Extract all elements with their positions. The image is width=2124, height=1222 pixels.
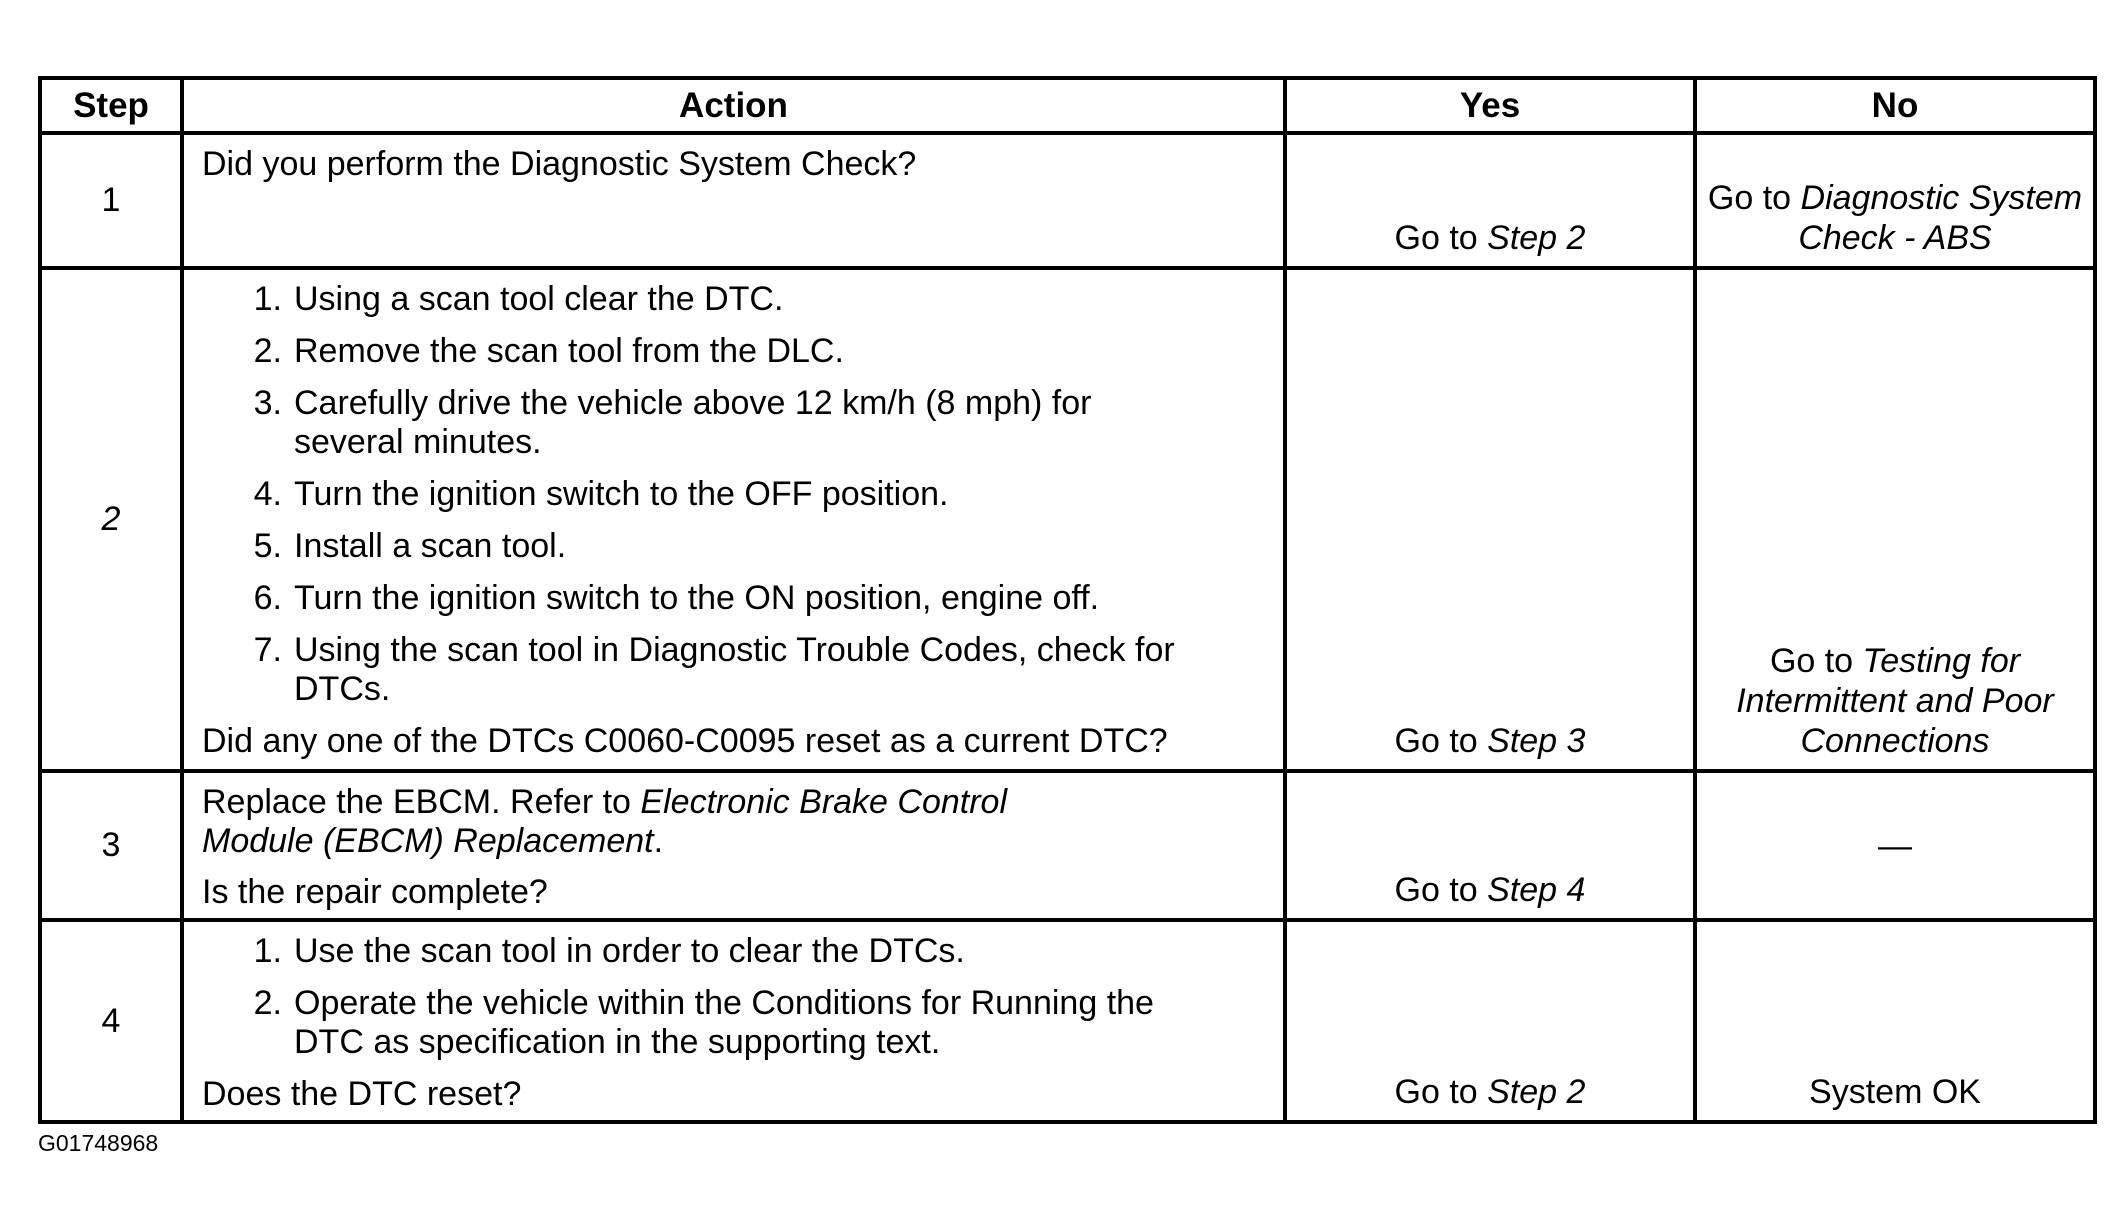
yes-cell [1285, 920, 1695, 1122]
list-item: 3. Carefully drive the vehicle above 12 km/h (8 mph) for several minutes. [253, 384, 1092, 461]
header-no: No [1695, 78, 2095, 133]
no-reference-link[interactable]: Testing for Intermittent and Poor Connections [1736, 642, 2054, 760]
list-item: 2. Operate the vehicle within the Conditions for Running the DTC as specification in the supporting text. [253, 984, 1154, 1061]
no-prefix: Go to [1769, 642, 1863, 680]
yes-step-link[interactable]: Step 2 [1487, 1073, 1586, 1111]
action-question: Did you perform the Diagnostic System Check? [202, 145, 917, 183]
table-row [40, 920, 2095, 1122]
list-item: 1. Use the scan tool in order to clear the DTCs. [253, 932, 965, 970]
yes-step-link[interactable]: Step 2 [1487, 219, 1586, 257]
yes-cell [1285, 268, 1695, 771]
action-steps-list [202, 932, 1273, 1062]
header-row [40, 78, 2095, 133]
yes-prefix: Go to [1394, 871, 1488, 909]
action-cell [182, 268, 1285, 771]
yes-step-link[interactable]: Step 3 [1487, 722, 1586, 760]
header-step: Step [40, 78, 182, 133]
table-row [40, 133, 2095, 268]
list-item: 5. Install a scan tool. [253, 527, 567, 565]
list-item: 6. Turn the ignition switch to the ON position, engine off. [253, 579, 1100, 617]
no-cell: — [1695, 771, 2095, 920]
yes-step-link[interactable]: Step 4 [1487, 871, 1586, 909]
list-item: 4. Turn the ignition switch to the OFF position. [253, 475, 949, 513]
list-item: 1. Using a scan tool clear the DTC. [253, 280, 784, 318]
header-action: Action [182, 78, 1285, 133]
diagnostic-table [38, 76, 2097, 1124]
step-number: 4 [40, 920, 182, 1122]
table-row [40, 268, 2095, 771]
no-prefix: Go to [1707, 179, 1801, 217]
yes-prefix: Go to [1394, 722, 1488, 760]
action-cell [182, 920, 1285, 1122]
step-number: 3 [40, 771, 182, 920]
yes-cell [1285, 771, 1695, 920]
header-yes: Yes [1285, 78, 1695, 133]
table-row [40, 771, 2095, 920]
no-cell [1695, 268, 2095, 771]
step-number: 2 [40, 268, 182, 771]
yes-prefix: Go to [1394, 1073, 1488, 1111]
action-cell [182, 133, 1285, 268]
action-question: Does the DTC reset? [202, 1075, 522, 1113]
yes-cell [1285, 133, 1695, 268]
no-cell [1695, 133, 2095, 268]
list-item: 2. Remove the scan tool from the DLC. [253, 332, 844, 370]
no-reference-link[interactable]: Diagnostic System Check - ABS [1798, 179, 2083, 257]
action-instruction: Replace the EBCM. Refer to Electronic Brake Control Module (EBCM) Replacement. [202, 783, 1008, 860]
figure-id: G01748968 [38, 1130, 159, 1156]
ebcm-replacement-link[interactable]: Electronic Brake Control Module (EBCM) Replacement [202, 783, 1008, 860]
step-number: 1 [40, 133, 182, 268]
action-steps-list [202, 280, 1273, 709]
yes-prefix: Go to [1394, 219, 1488, 257]
action-question: Is the repair complete? [202, 873, 548, 911]
action-cell [182, 771, 1285, 920]
no-cell: System OK [1695, 920, 2095, 1122]
list-item: 7. Using the scan tool in Diagnostic Trouble Codes, check for DTCs. [253, 631, 1175, 708]
action-question: Did any one of the DTCs C0060-C0095 reset as a current DTC? [202, 722, 1168, 760]
